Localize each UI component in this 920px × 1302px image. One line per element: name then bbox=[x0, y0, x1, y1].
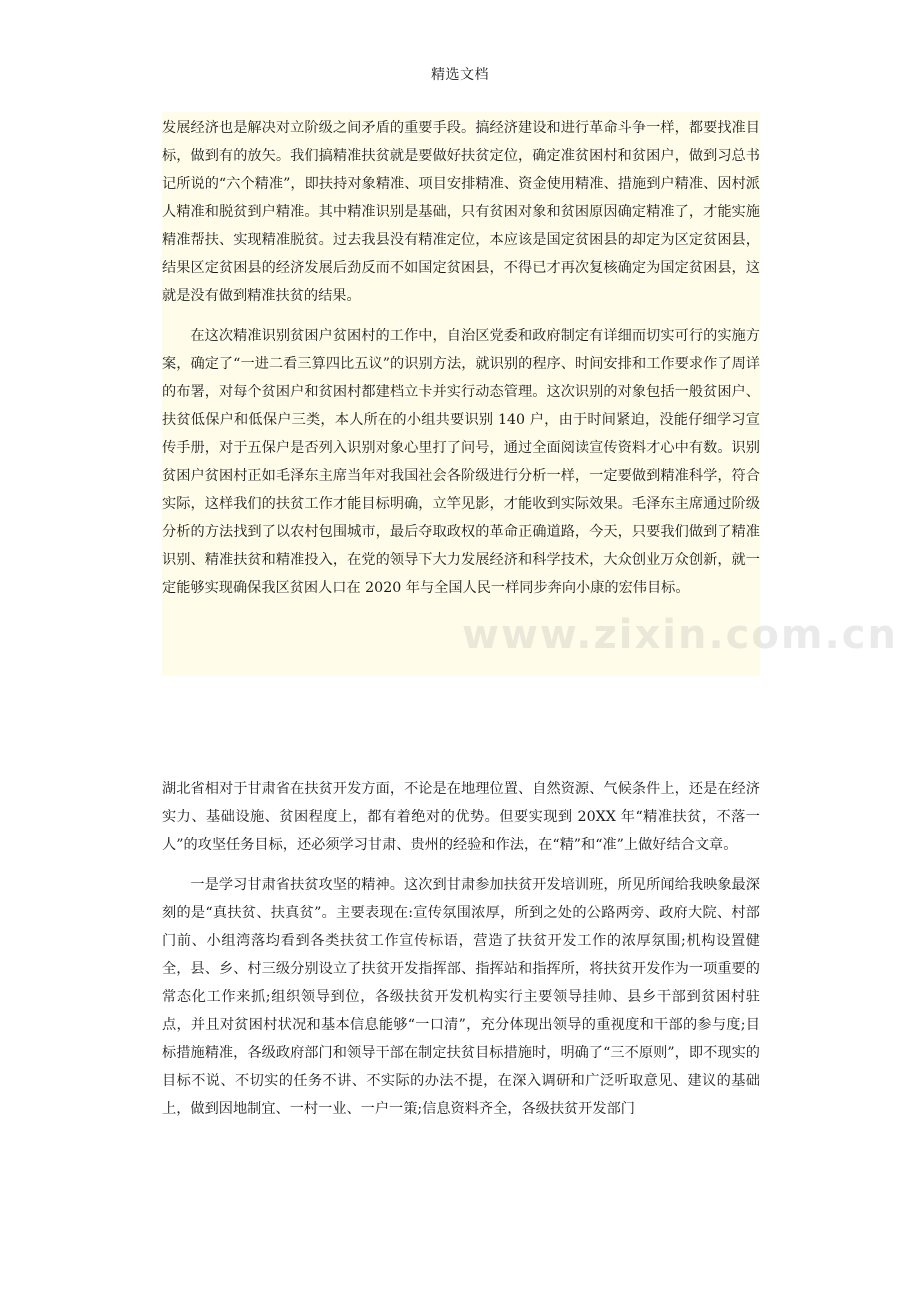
paragraph-1: 发展经济也是解决对立阶级之间矛盾的重要手段。搞经济建设和进行革命斗争一样，都要找准目标，做到有的放矢。我们搞精准扶贫就是要做好扶贫定位，确定准贫困村和贫困户，做到习总书记所说的“六个精准”，即扶持对象精准、项目安排精准、资金使用精准、措施到户精准、因村派人精准和脱贫到户精准。其中精准识别是基础，只有贫困对象和贫困原因确定精准了，才能实施精准帮扶、实现精准脱贫。过去我县没有精准定位，本应该是国定贫困县的却定为区定贫困县，结果区定贫困县的经济发展后劲反而不如国定贫困县，不得已才再次复核确定为国定贫困县，这就是没有做到精准扶贫的结果。 bbox=[162, 120, 760, 304]
watermark: www.zixin.com.cn bbox=[462, 612, 898, 658]
paragraph-4: 一是学习甘肃省扶贫攻坚的精神。这次到甘肃参加扶贫开发培训班，所见所闻给我映象最深刻的是“真扶贫、扶真贫”。主要表现在:宣传氛围浓厚，所到之处的公路两旁、政府大院、村部门前、小组湾落均看到各类扶贫工作宣传标语，营造了扶贫开发工作的浓厚氛围;机构设置健全，县、乡、村三级分别设立了扶贫开发指挥部、指挥站和指挥所，将扶贫开发作为一项重要的常态化工作来抓;组织领导到位，各级扶贫开发机构实行主要领导挂帅、县乡干部到贫困村驻点，并且对贫困村状况和基本信息能够“一口清”，充分体现出领导的重视度和干部的参与度;目标措施精准，各级政府部门和领导干部在制定扶贫目标措施时，明确了“三不原则”，即不现实的目标不说、不切实的任务不讲、不实际的办法不提，在深入调研和广泛听取意见、建议的基础上，做到因地制宜、一村一业、一户一策;信息资料齐全，各级扶贫开发部门 bbox=[162, 877, 760, 1117]
paragraph-gap bbox=[162, 310, 760, 320]
paragraph-2: 在这次精准识别贫困户贫困村的工作中，自治区党委和政府制定有详细而切实可行的实施方案，确定了“一进二看三算四比五议”的识别方法，就识别的程序、时间安排和工作要求作了周详的布署，对每个贫困户和贫困村都建档立卡并实行动态管理。这次识别的对象包括一般贫困户、扶贫低保户和低保户三类，本人所在的小组共要识别 140 户，由于时间紧迫，没能仔细学习宣传手册，对于五保户是否列入识别对象心里打了问号，通过全面阅读宣传资料才心中有数。识别贫困户贫困村正如毛泽东主席当年对我国社会各阶级进行分析一样，一定要做到精准科学，符合实际，这样我们的扶贫工作才能目标明确，立竿见影，才能收到实际效果。毛泽东主席通过阶级分析的方法找到了以农村包围城市，最后夺取政权的革命正确道路，今天，只要我们做到了精准识别、精准扶贫和精准投入，在党的领导下大力发展经济和科学技术，大众创业万众创新，就一定能够实现确保我区贫困人口在 2020 年与全国人民一样同步奔向小康的宏伟目标。 bbox=[162, 328, 760, 596]
document-section-highlighted bbox=[162, 112, 760, 676]
paragraph-3: 湖北省相对于甘肃省在扶贫开发方面，不论是在地理位置、自然资源、气候条件上，还是在经济实力、基础设施、贫困程度上，都有着绝对的优势。但要实现到 20XX 年“精准扶贫，不落一人”的攻坚任务目标，还必须学习甘肃、贵州的经验和作法，在“精”和“准”上做好结合文章。 bbox=[162, 781, 760, 853]
paragraph-gap bbox=[162, 859, 760, 869]
page-header-title: 精选文档 bbox=[431, 67, 489, 83]
document-section-second bbox=[162, 773, 760, 1183]
